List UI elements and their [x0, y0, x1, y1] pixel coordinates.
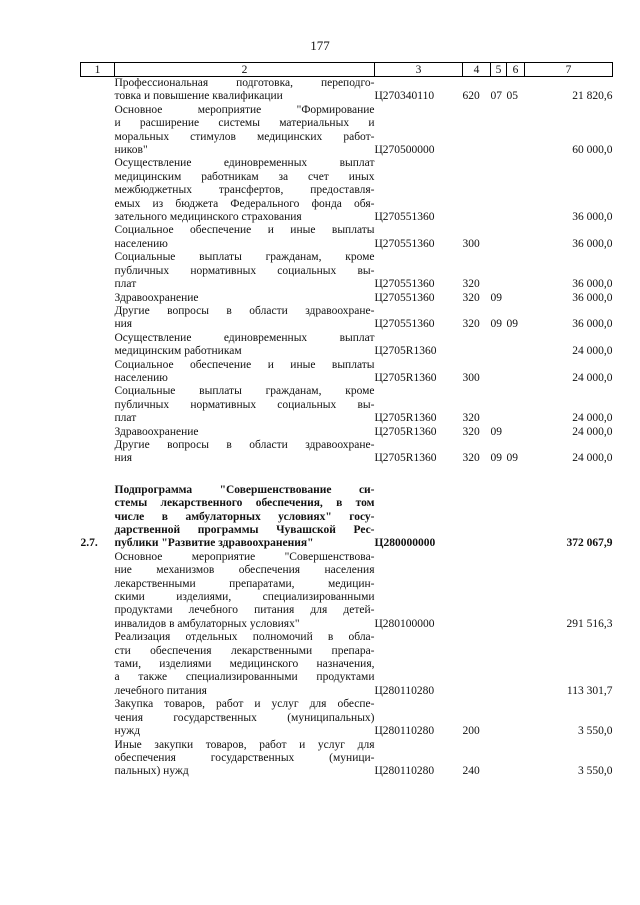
item-name — [115, 359, 375, 386]
item-name — [115, 698, 375, 738]
item-number — [81, 77, 115, 104]
item-name-line: дарственной программы Чувашской Рес- — [114, 524, 375, 536]
item-name-line: и расширение системы материальных и — [114, 117, 375, 130]
expense-type: 300 — [462, 371, 480, 384]
item-name-line: публики "Развитие здравоохранения" — [114, 537, 314, 550]
item-name-line: плат — [114, 412, 137, 425]
target-code: Ц270551360 — [374, 211, 435, 224]
expense-type: 320 — [462, 412, 480, 425]
item-number — [81, 631, 115, 698]
target-code: Ц270340110 — [374, 90, 435, 103]
item-name-line: Закупка товаров, работ и услуг для обеспе- — [114, 698, 375, 711]
item-name-line: межбюджетных трансфертов, предоставля- — [114, 184, 375, 197]
item-name-line: Реализация отдельных полномочий в обла- — [114, 631, 375, 644]
section-code — [491, 157, 507, 224]
amount: 36 000,0 — [572, 318, 613, 331]
item-name-line: населению — [114, 237, 168, 250]
item-number — [81, 305, 115, 332]
item-name-line: Подпрограмма "Совершенствование си- — [114, 483, 375, 496]
amount: 113 301,7 — [566, 684, 613, 697]
section-code — [491, 359, 507, 386]
item-name-line: зательного медицинского страхования — [114, 211, 302, 224]
target-code: Ц2705R1360 — [374, 425, 437, 438]
item-name-line: Основное мероприятие "Совершенствова- — [114, 550, 375, 563]
amount: 36 000,0 — [572, 291, 613, 304]
section-code — [491, 698, 507, 738]
subsection-code — [507, 631, 525, 698]
item-name-line: Профессиональная подготовка, переподго- — [114, 77, 375, 89]
table-row — [81, 484, 613, 551]
amount: 36 000,0 — [572, 211, 613, 224]
section-code — [491, 104, 507, 158]
item-name — [115, 385, 375, 425]
table-row — [81, 551, 613, 631]
target-code: Ц2705R1360 — [374, 412, 437, 425]
item-name-line: лекарственными препаратами, медицин- — [114, 577, 375, 590]
table-row — [81, 104, 613, 158]
item-name — [115, 332, 375, 359]
subsection-code — [507, 104, 525, 158]
amount: 36 000,0 — [572, 278, 613, 291]
target-code: Ц280000000 — [374, 537, 436, 550]
target-code: Ц270551360 — [374, 237, 435, 250]
item-name-line: Иные закупки товаров, работ и услуг для — [114, 738, 375, 751]
amount: 3 550,0 — [578, 765, 613, 778]
item-name-line: стемы лекарственного обеспечения, в том — [114, 497, 375, 510]
item-name-line: емых из бюджета Федерального фонда обя- — [114, 197, 375, 210]
item-name — [115, 631, 375, 698]
table-body — [81, 77, 613, 779]
item-name — [115, 77, 375, 104]
expense-type — [463, 551, 491, 631]
header-cell: 1 — [81, 63, 115, 77]
item-name-line: лечебного питания — [114, 684, 207, 697]
section-code — [491, 251, 507, 291]
amount: 372 067,9 — [566, 537, 613, 550]
header-row — [81, 63, 613, 77]
item-name — [115, 104, 375, 158]
amount: 60 000,0 — [572, 144, 613, 157]
section-code: 09 — [490, 318, 502, 331]
item-name — [115, 305, 375, 332]
item-name — [115, 157, 375, 224]
item-name-line: публичных нормативных социальных вы- — [114, 398, 375, 411]
item-number — [81, 551, 115, 631]
item-number — [81, 385, 115, 425]
item-name-line: продуктами лечебного питания для детей- — [114, 604, 375, 617]
item-name-line: чения государственных (муниципальных) — [114, 711, 375, 724]
header-cell: 2 — [115, 63, 375, 77]
subsection-code — [507, 426, 525, 439]
subsection-code: 09 — [506, 318, 518, 331]
item-name-line: Осуществление единовременных выплат — [114, 331, 375, 344]
expense-type — [463, 484, 491, 551]
subsection-code — [507, 157, 525, 224]
amount: 24 000,0 — [572, 452, 613, 465]
amount: 24 000,0 — [572, 412, 613, 425]
subsection-code — [507, 698, 525, 738]
header-cell: 4 — [463, 63, 491, 77]
table-row — [81, 77, 613, 104]
item-name — [115, 551, 375, 631]
item-name-line: Здравоохранение — [114, 425, 199, 438]
table-row — [81, 292, 613, 305]
expense-type — [463, 104, 491, 158]
subsection-code — [507, 739, 525, 779]
item-number — [81, 332, 115, 359]
target-code: Ц280100000 — [374, 617, 435, 630]
item-number — [81, 426, 115, 439]
table-row — [81, 631, 613, 698]
item-name-line: населению — [114, 371, 168, 384]
item-name-line: Основное мероприятие "Формирование — [114, 103, 375, 116]
table-row — [81, 698, 613, 738]
item-number — [81, 251, 115, 291]
item-number — [81, 698, 115, 738]
header-cell: 7 — [525, 63, 613, 77]
item-number — [81, 359, 115, 386]
target-code: Ц280110280 — [374, 725, 435, 738]
item-name — [115, 251, 375, 291]
target-code: Ц2705R1360 — [374, 452, 437, 465]
item-name-line: медицинским работникам — [114, 345, 242, 358]
item-name — [115, 439, 375, 466]
item-name-line: скими изделиями, специализированными — [114, 591, 375, 604]
expense-type: 240 — [462, 765, 480, 778]
item-number — [81, 104, 115, 158]
item-name-line: инвалидов в амбулаторных условиях" — [114, 617, 300, 630]
item-name-line: Здравоохранение — [114, 291, 199, 304]
subsection-code: 05 — [506, 90, 518, 103]
subsection-code — [507, 251, 525, 291]
item-name-line: Социальные выплаты гражданам, кроме — [114, 251, 375, 264]
item-name-line: медицинским работникам за счет иных — [114, 170, 375, 183]
item-name-line: а также специализированными продуктами — [114, 671, 375, 684]
table-row — [81, 157, 613, 224]
spacer-row — [81, 466, 613, 484]
target-code: Ц270500000 — [374, 144, 435, 157]
subsection-code: 09 — [506, 452, 518, 465]
item-name-line: Социальное обеспечение и иные выплаты — [114, 224, 375, 237]
section-code: 07 — [490, 90, 502, 103]
item-name-line: Осуществление единовременных выплат — [114, 157, 375, 170]
expense-type: 320 — [462, 278, 480, 291]
target-code: Ц270551360 — [374, 318, 435, 331]
target-code: Ц280110280 — [374, 765, 435, 778]
item-name-line: Другие вопросы в области здравоохране- — [114, 304, 375, 317]
target-code: Ц270551360 — [374, 291, 435, 304]
item-number — [81, 224, 115, 251]
table-row — [81, 359, 613, 386]
item-name-line: тами, изделиями медицинского назначения, — [114, 658, 375, 671]
item-number — [81, 439, 115, 466]
spacer-cell — [81, 466, 613, 484]
table-row — [81, 332, 613, 359]
item-name-line: товка и повышение квалификации — [114, 90, 283, 103]
table-row — [81, 426, 613, 439]
item-name — [115, 224, 375, 251]
item-name-line: ния — [114, 452, 133, 465]
header-cell: 5 — [491, 63, 507, 77]
item-name-line: пальных) нужд — [114, 765, 189, 778]
item-number — [81, 739, 115, 779]
target-code: Ц280110280 — [374, 684, 435, 697]
item-name-line: Другие вопросы в области здравоохране- — [114, 438, 375, 451]
item-name-line: Социальные выплаты гражданам, кроме — [114, 385, 375, 398]
subsection-code — [507, 484, 525, 551]
item-name-line: ников" — [114, 144, 148, 157]
item-name-line: плат — [114, 278, 137, 291]
section-code — [491, 332, 507, 359]
item-number — [81, 292, 115, 305]
subsection-code — [507, 359, 525, 386]
amount: 24 000,0 — [572, 425, 613, 438]
item-number: 2.7. — [80, 537, 98, 550]
table-row — [81, 251, 613, 291]
item-name-line: обеспечения государственных (муници- — [114, 751, 375, 764]
page-number: 177 — [310, 38, 330, 53]
table-row — [81, 439, 613, 466]
item-name — [115, 484, 375, 551]
item-name-line: публичных нормативных социальных вы- — [114, 264, 375, 277]
table-row — [81, 224, 613, 251]
section-code: 09 — [490, 291, 502, 304]
item-name-line: ние механизмов обеспечения населения — [114, 564, 375, 577]
item-name-line: ния — [114, 318, 133, 331]
expense-type: 320 — [462, 425, 480, 438]
item-name — [115, 426, 375, 439]
section-code — [491, 224, 507, 251]
table-row — [81, 739, 613, 779]
expense-type: 620 — [462, 90, 480, 103]
expense-type — [463, 157, 491, 224]
header-cell: 3 — [375, 63, 463, 77]
table-row — [81, 305, 613, 332]
item-number — [81, 157, 115, 224]
section-code — [491, 551, 507, 631]
expense-type: 320 — [462, 291, 480, 304]
subsection-code — [507, 332, 525, 359]
item-name-line: нужд — [114, 725, 141, 738]
expense-type: 320 — [462, 452, 480, 465]
subsection-code — [507, 224, 525, 251]
subsection-code — [507, 551, 525, 631]
section-code — [491, 631, 507, 698]
expense-type: 200 — [462, 725, 480, 738]
target-code: Ц2705R1360 — [374, 345, 437, 358]
budget-table — [80, 62, 613, 779]
subsection-code — [507, 385, 525, 425]
table-row — [81, 385, 613, 425]
amount: 36 000,0 — [572, 237, 613, 250]
expense-type — [463, 332, 491, 359]
expense-type: 300 — [462, 237, 480, 250]
section-code: 09 — [490, 425, 502, 438]
item-name-line: моральных стимулов медицинских работ- — [114, 130, 375, 143]
section-code — [491, 484, 507, 551]
amount: 24 000,0 — [572, 371, 613, 384]
section-code: 09 — [490, 452, 502, 465]
item-name — [115, 292, 375, 305]
item-name-line: сти обеспечения лекарственными препара- — [114, 644, 375, 657]
section-code — [491, 739, 507, 779]
amount: 3 550,0 — [578, 725, 613, 738]
expense-type — [463, 631, 491, 698]
section-code — [491, 385, 507, 425]
amount: 24 000,0 — [572, 345, 613, 358]
target-code: Ц2705R1360 — [374, 371, 437, 384]
header-cell: 6 — [507, 63, 525, 77]
item-name — [115, 739, 375, 779]
amount: 291 516,3 — [566, 617, 613, 630]
target-code: Ц270551360 — [374, 278, 435, 291]
expense-type: 320 — [462, 318, 480, 331]
amount: 21 820,6 — [572, 90, 613, 103]
subsection-code — [507, 292, 525, 305]
item-name-line: Социальное обеспечение и иные выплаты — [114, 358, 375, 371]
item-name-line: числе в амбулаторных условиях" госу- — [114, 510, 375, 523]
